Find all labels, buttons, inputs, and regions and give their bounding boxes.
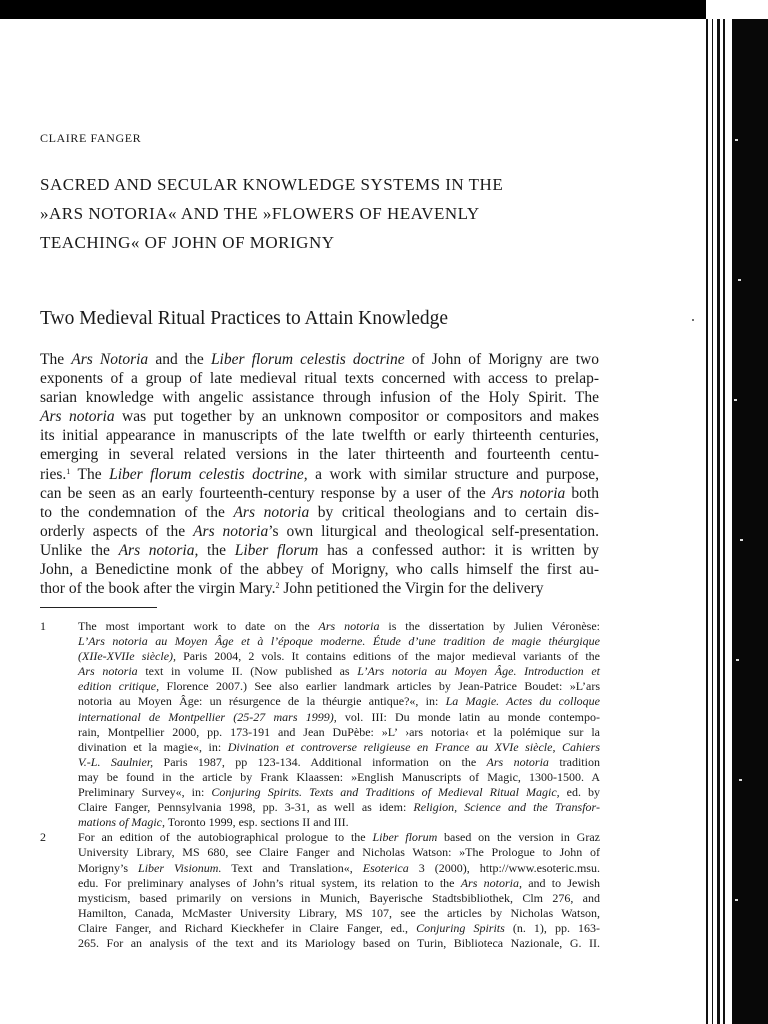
scan-speck <box>738 279 741 281</box>
edge-line <box>723 19 725 1024</box>
italic-title: Ars notoria <box>40 408 115 426</box>
scan-speck <box>734 399 737 401</box>
body-line: emerging in several related versions in the later thirteenth and fourteenth centu- <box>40 446 599 464</box>
italic-title: Esoterica <box>362 860 409 875</box>
body-line: can be seen as an early fourteenth-century response by a user of the Ars notoria both <box>40 484 599 502</box>
italic-title: L’Ars notoria au Moyen Âge et à l’époque moderne. Étude d’une tradition de magie théurgique <box>78 634 600 649</box>
footnote-line: edu. For preliminary analyses of John’s ritual system, its relation to the Ars notoria, and to Jewish <box>78 875 600 890</box>
footnote-rule <box>40 607 157 608</box>
footnote-line: may be found in the article by Frank Klaassen: »English Manuscripts of Magic, 1300-1500. A <box>78 769 600 784</box>
body-line: John, a Benedictine monk of the abbey of Morigny, who calls himself the first au- <box>40 561 599 579</box>
italic-title: international de Montpellier (25-27 mars 1999), <box>78 709 337 724</box>
scan-dark-band <box>732 19 768 1024</box>
footnote-line: 265. For an analysis of the text and its Mariology based on Turin, Biblioteca Nazionale, G. II. <box>78 935 600 950</box>
body-line: its initial appearance in manuscripts of the late twelfth or early thirteenth centuries, <box>40 427 599 445</box>
footnote-line: The most important work to date on the Ars notoria is the dissertation by Julien Véronèse: <box>78 619 600 633</box>
footnote-line: international de Montpellier (25-27 mars 1999), vol. III: Du monde latin au monde contempo- <box>78 709 600 724</box>
footnote-marker[interactable]: 2 <box>275 581 280 591</box>
footnote-line: Ars notoria text in volume II. (Now published as L’Ars notoria au Moyen Âge. Introduction et <box>78 664 600 679</box>
title-line: SACRED AND SECULAR KNOWLEDGE SYSTEMS IN THE <box>40 175 504 194</box>
scan-top-border <box>0 0 768 19</box>
footnote-line: Preliminary Survey«, in: Conjuring Spirits. Texts and Traditions of Medieval Ritual Magic, ed. by <box>78 785 600 800</box>
author-name: CLAIRE FANGER <box>40 131 142 145</box>
body-line: Ars notoria was put together by an unknown compositor or compositors and makes <box>40 408 599 426</box>
footnote-marker[interactable]: 1 <box>66 466 71 476</box>
italic-title: Conjuring Spirits <box>416 920 505 935</box>
footnote-line: Claire Fanger, Pennsylvania 1998, pp. 3-31, as well as idem: Religion, Science and the Transfor- <box>78 800 600 815</box>
italic-title: L’Ars notoria au Moyen Âge. Introduction et <box>357 664 600 679</box>
italic-title: Divination et controverse religieuse en France au XVIe siècle, Cahiers <box>227 739 600 754</box>
italic-title: Religion, Science and the Transfor- <box>413 800 600 815</box>
italic-title: Ars notoria <box>78 664 138 679</box>
footnote-line: (XIIe-XVIIe siècle), Paris 2004, 2 vols. It contains editions of the major medieval variants of the <box>78 649 600 664</box>
italic-title: Liber florum <box>234 541 319 559</box>
body-line: exponents of a group of late medieval ritual texts concerned with access to prelap- <box>40 370 599 388</box>
title-line: »ARS NOTORIA« AND THE »FLOWERS OF HEAVENLY <box>40 204 480 223</box>
italic-title: Conjuring Spirits. Texts and Traditions of Medieval Ritual Magic, <box>211 785 560 800</box>
italic-title: Ars notoria <box>491 484 566 502</box>
footnote-number: 1 <box>40 619 46 633</box>
scan-speck <box>735 139 738 141</box>
italic-title: Ars notoria <box>486 754 549 769</box>
italic-title: edition critique, <box>78 679 160 694</box>
footnote-line: For an edition of the autobiographical prologue to the Liber florum based on the version in Graz <box>78 830 600 845</box>
scan-speck <box>739 779 742 781</box>
footnote-line: notoria au Moyen Âge: un résurgence de la théurgie antique?«, in: La Magie. Actes du colloque <box>78 694 600 709</box>
footnote-line: Claire Fanger, and Richard Kieckhefer in Claire Fanger, ed., Conjuring Spirits (n. 1), pp. 163- <box>78 920 601 935</box>
body-line: The Ars Notoria and the Liber florum celestis doctrine of John of Morigny are two <box>40 351 600 368</box>
italic-title: Ars notoria <box>233 503 310 521</box>
italic-title: Liber florum <box>372 830 438 845</box>
italic-title: (XIIe-XVIIe siècle), <box>78 649 177 664</box>
italic-title: Ars notoria <box>193 522 269 540</box>
italic-title: V.-L. Saulnier, <box>78 754 154 769</box>
paper-title <box>40 170 640 257</box>
edge-line <box>706 19 708 1024</box>
edge-line <box>712 19 713 1024</box>
footnote-line: Morigny’s Liber Visionum. Text and Translation«, Esoterica 3 (2000), http://www.esoteric.msu. <box>78 860 600 875</box>
italic-title: mations of Magic, <box>78 815 165 830</box>
scan-speck <box>740 539 743 541</box>
footnote-line: mysticism, based primarily on versions in Munich, Bayerische Stadtsbibliothek, Clm 276, and <box>78 890 600 905</box>
footnotes <box>40 619 600 951</box>
italic-title: Liber florum celestis doctrine <box>210 351 405 368</box>
body-line: to the condemnation of the Ars notoria by critical theologians and to certain dis- <box>40 503 599 521</box>
footnote <box>40 619 600 830</box>
italic-title: Ars notoria <box>318 619 380 633</box>
body-line: orderly aspects of the Ars notoria’s own liturgical and theological self-presentation. <box>40 522 599 540</box>
footnote-number: 2 <box>40 830 46 845</box>
scan-speck <box>736 659 739 661</box>
italic-title: Liber Visionum. <box>138 860 222 875</box>
section-heading: Two Medieval Ritual Practices to Attain Knowledge <box>40 308 449 329</box>
scan-right-edge <box>706 0 768 1024</box>
italic-title: Ars notoria, <box>460 875 522 890</box>
italic-title: Ars Notoria <box>71 351 149 368</box>
footnote-line: V.-L. Saulnier, Paris 1987, pp 123-134. Additional information on the Ars notoria tradition <box>78 754 600 769</box>
scan-dust-mark <box>692 319 694 321</box>
footnote-line: rain, Montpellier 2000, pp. 173-191 and Jean DuPèbe: »L’ ›ars notoria‹ et la polémique sur la <box>78 724 600 739</box>
body-paragraph <box>40 350 599 598</box>
italic-title: Ars notoria, <box>118 541 199 559</box>
footnote-line <box>78 634 600 649</box>
scan-speck <box>735 899 738 901</box>
footnote <box>40 830 600 951</box>
italic-title: Liber florum celestis doctrine, <box>109 465 308 483</box>
body-line: ries.$^1$ The Liber florum celestis doctrine, a work with similar structure and purpose, <box>40 465 599 483</box>
footnote-line: edition critique, Florence 2007.) See also earlier landmark articles by Jean-Patrice Boudet: »L’ars <box>78 679 600 694</box>
footnote-line: divination et la magie«, in: Divination et controverse religieuse en France au XVIe siècle, Cahiers <box>78 739 600 754</box>
footnote-line: University Library, MS 680, see Claire Fanger and Nicholas Watson: »The Prologue to John of <box>78 845 600 860</box>
italic-title: La Magie. Actes du colloque <box>445 694 600 709</box>
body-line: sarian knowledge with angelic assistance through infusion of the Holy Spirit. The <box>40 389 599 407</box>
footnote-line: Hamilton, Canada, McMaster University Library, MS 107, see the articles by Nicholas Watson, <box>78 905 600 920</box>
edge-line <box>717 19 720 1024</box>
body-line: Unlike the Ars notoria, the Liber florum has a confessed author: it is written by <box>40 541 600 559</box>
footnote-line: mations of Magic, Toronto 1999, esp. sections II and III. <box>78 815 349 830</box>
body-line: thor of the book after the virgin Mary.$^2$ John petitioned the Virgin for the delivery <box>40 580 544 598</box>
title-line: TEACHING« OF JOHN OF MORIGNY <box>40 233 335 252</box>
